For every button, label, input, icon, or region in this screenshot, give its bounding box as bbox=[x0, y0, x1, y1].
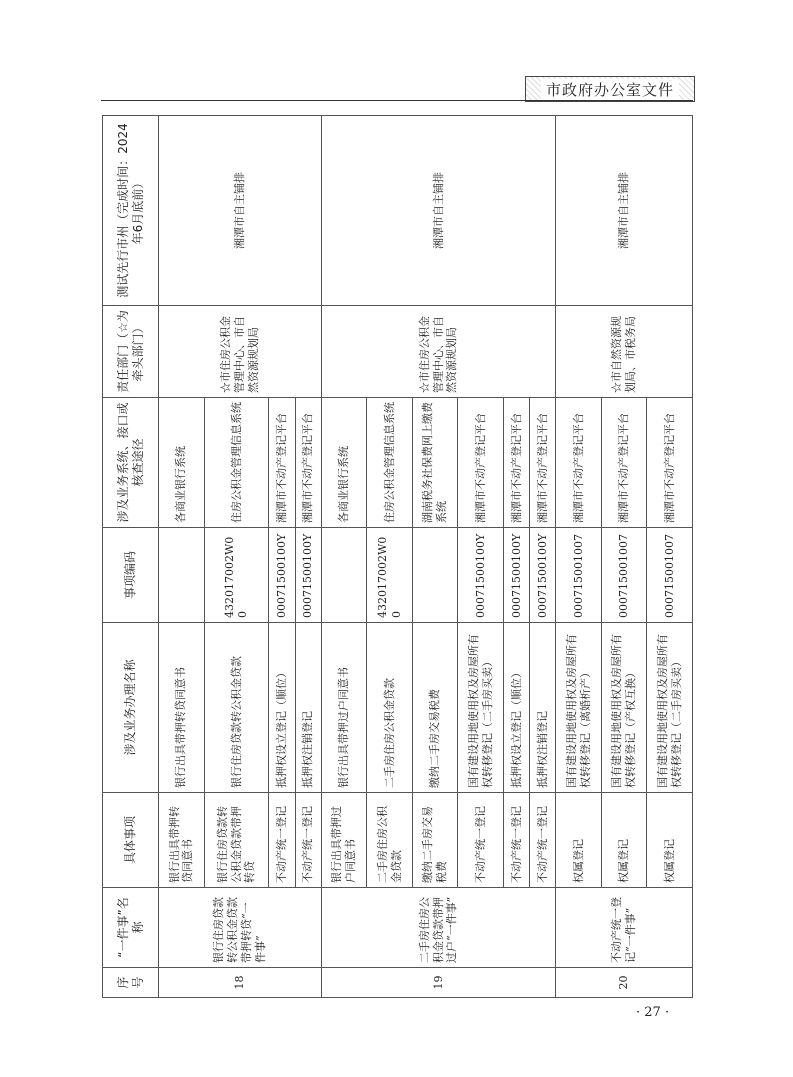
rotated-table-area bbox=[102, 116, 693, 998]
item-cell: 银行出具带押转贷同意书 bbox=[159, 793, 205, 888]
col-header-pilot: 测试先行市州（完成时间：2024年6月底前） bbox=[103, 116, 159, 306]
code-cell bbox=[159, 528, 205, 623]
code-cell: 432017002W00 bbox=[367, 528, 413, 623]
document-header-box bbox=[525, 76, 695, 102]
business-cell: 国有建设用地使用权及房屋所有权转移登记（离婚析产） bbox=[556, 623, 602, 793]
item-cell: 权属登记 bbox=[647, 793, 693, 888]
code-cell bbox=[321, 528, 367, 623]
code-cell: 000715001007 bbox=[556, 528, 602, 623]
table-row bbox=[556, 116, 602, 998]
system-cell: 湘潭市不动产登记平台 bbox=[458, 398, 504, 528]
dept-cell: ☆市自然资源规划局、市税务局 bbox=[556, 306, 693, 398]
business-cell: 国有建设用地使用权及房屋所有权转移登记（二手房买卖） bbox=[458, 623, 504, 793]
pilot-cell: 湘潭市自主铺排 bbox=[159, 116, 322, 306]
system-cell: 湘潭市不动产登记平台 bbox=[601, 398, 647, 528]
seq-cell: 20 bbox=[556, 968, 693, 998]
business-cell: 银行出具带押转贷同意书 bbox=[159, 623, 205, 793]
col-header-item: 具体事项 bbox=[103, 793, 159, 888]
col-header-business: 涉及业务办理名称 bbox=[103, 623, 159, 793]
code-cell bbox=[412, 528, 458, 623]
item-cell: 权属登记 bbox=[601, 793, 647, 888]
page-number: · 27 · bbox=[636, 1005, 670, 1020]
business-cell: 抵押权设立登记（顺位） bbox=[503, 623, 529, 793]
matter-name-cell: 不动产统一登记“一件事” bbox=[556, 888, 693, 968]
code-cell: 000715001007 bbox=[647, 528, 693, 623]
item-cell: 缴纳二手房交易税费 bbox=[412, 793, 458, 888]
table-row bbox=[321, 116, 367, 998]
system-cell: 住房公积金管理信息系统 bbox=[204, 398, 269, 528]
code-cell: 00071500100Y bbox=[530, 528, 556, 623]
seq-cell: 18 bbox=[159, 968, 322, 998]
col-header-seq: 序号 bbox=[103, 968, 159, 998]
system-cell: 湘潭市不动产登记平台 bbox=[530, 398, 556, 528]
item-cell: 二手房住房公积金贷款 bbox=[367, 793, 413, 888]
dept-cell: ☆市住房公积金管理中心、市自然资源规划局 bbox=[159, 306, 322, 398]
col-header-system: 涉及业务系统、接口或核查途径 bbox=[103, 398, 159, 528]
dept-cell: ☆市住房公积金管理中心、市自然资源规划局 bbox=[321, 306, 556, 398]
system-cell: 湘潭市不动产登记平台 bbox=[269, 398, 295, 528]
header-row bbox=[103, 116, 159, 998]
business-cell: 抵押权注销登记 bbox=[530, 623, 556, 793]
matters-table bbox=[102, 115, 693, 998]
item-cell: 银行出具带押过户同意书 bbox=[321, 793, 367, 888]
code-cell: 00071500100Y bbox=[503, 528, 529, 623]
business-cell: 抵押权注销登记 bbox=[295, 623, 321, 793]
system-cell: 各商业银行系统 bbox=[159, 398, 205, 528]
system-cell: 湖南税务社保费网上缴费系统 bbox=[412, 398, 458, 528]
system-cell: 各商业银行系统 bbox=[321, 398, 367, 528]
system-cell: 湘潭市不动产登记平台 bbox=[647, 398, 693, 528]
business-cell: 缴纳二手房交易税费 bbox=[412, 623, 458, 793]
business-cell: 国有建设用地使用权及房屋所有权转移登记（二手房买卖） bbox=[647, 623, 693, 793]
col-header-code: 事项编码 bbox=[103, 528, 159, 623]
business-cell: 二手房住房公积金贷款 bbox=[367, 623, 413, 793]
pilot-cell: 湘潭市自主铺排 bbox=[321, 116, 556, 306]
item-cell: 不动产统一登记 bbox=[458, 793, 504, 888]
matter-name-cell: 二手房住房公积金贷款带押过户“一件事” bbox=[321, 888, 556, 968]
table-row bbox=[159, 116, 205, 998]
document-header-label: 市政府办公室文件 bbox=[541, 79, 679, 100]
code-cell: 432017002W00 bbox=[204, 528, 269, 623]
business-cell: 银行出具带押过户同意书 bbox=[321, 623, 367, 793]
code-cell: 000715001007 bbox=[601, 528, 647, 623]
system-cell: 住房公积金管理信息系统 bbox=[367, 398, 413, 528]
matter-name-cell: 银行住房贷款转公积金贷款带押转贷“一件事” bbox=[159, 888, 322, 968]
business-cell: 国有建设用地使用权及房屋所有权转移登记（产权互换） bbox=[601, 623, 647, 793]
system-cell: 湘潭市不动产登记平台 bbox=[295, 398, 321, 528]
code-cell: 00071500100Y bbox=[269, 528, 295, 623]
item-cell: 不动产统一登记 bbox=[269, 793, 295, 888]
col-header-dept: 责任部门（☆为牵头部门） bbox=[103, 306, 159, 398]
seq-cell: 19 bbox=[321, 968, 556, 998]
item-cell: 银行住房贷款转公积金贷款带押转贷 bbox=[204, 793, 269, 888]
business-cell: 抵押权设立登记（顺位） bbox=[269, 623, 295, 793]
code-cell: 00071500100Y bbox=[295, 528, 321, 623]
col-header-name: “一件事”名称 bbox=[103, 888, 159, 968]
header-rule bbox=[101, 100, 693, 101]
system-cell: 湘潭市不动产登记平台 bbox=[503, 398, 529, 528]
pilot-cell: 湘潭市自主铺排 bbox=[556, 116, 693, 306]
item-cell: 不动产统一登记 bbox=[295, 793, 321, 888]
item-cell: 不动产统一登记 bbox=[503, 793, 529, 888]
item-cell: 权属登记 bbox=[556, 793, 602, 888]
code-cell: 00071500100Y bbox=[458, 528, 504, 623]
table-rotator bbox=[102, 116, 693, 998]
item-cell: 不动产统一登记 bbox=[530, 793, 556, 888]
business-cell: 银行住房贷款转公积金贷款 bbox=[204, 623, 269, 793]
system-cell: 湘潭市不动产登记平台 bbox=[556, 398, 602, 528]
